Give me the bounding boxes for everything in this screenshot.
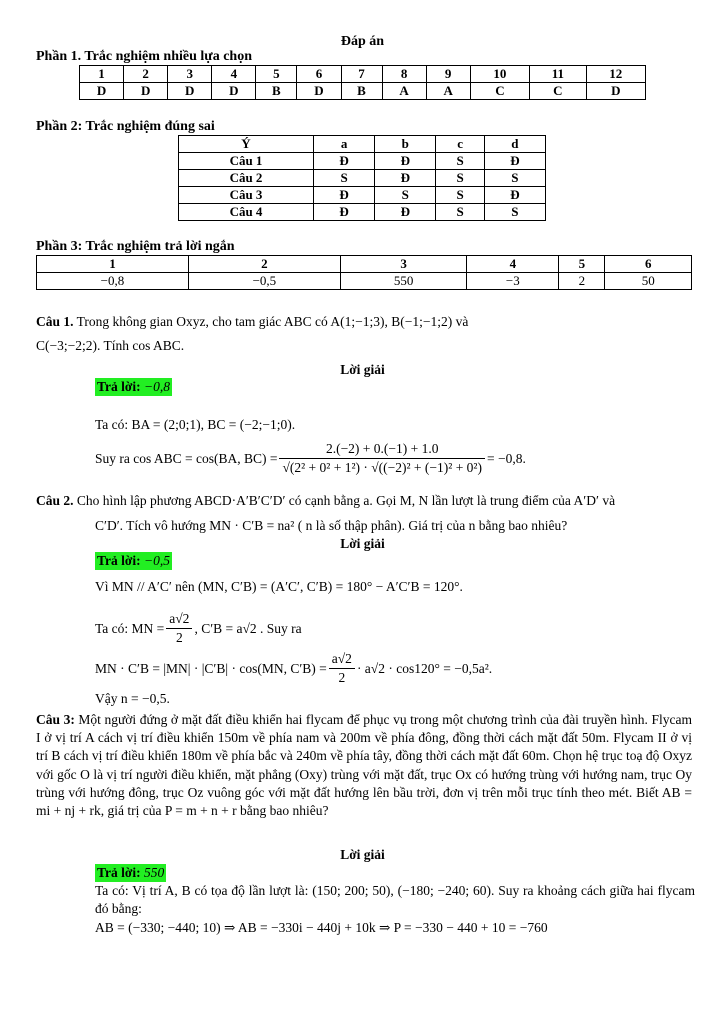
table-cell: A (426, 83, 470, 100)
table-cell: S (436, 204, 484, 221)
answer-highlight (95, 378, 172, 396)
table-cell: −0,5 (188, 273, 340, 290)
part2-heading: Phần 2: Trắc nghiệm đúng sai (36, 119, 215, 134)
part1-answer-row (80, 83, 646, 100)
formula-fraction (279, 440, 485, 477)
table-cell: 7 (341, 66, 382, 83)
table-cell: S (436, 153, 484, 170)
solution-heading: Lời giải (340, 362, 385, 377)
table-cell: S (436, 170, 484, 187)
table-cell: 5 (559, 256, 605, 273)
formula-suffix: · a√2 · cos120° = −0,5a². (356, 660, 493, 676)
table-cell: 2 (188, 256, 340, 273)
question-label: Câu 1. (36, 314, 74, 329)
table-cell: C (470, 83, 529, 100)
part1-table (79, 65, 646, 100)
table-cell: Ý (179, 136, 314, 153)
table-cell: D (212, 83, 256, 100)
question-text: Cho hình lập phương ABCD·A′B′C′D′ có cạnh bằng a. Gọi M, N lần lượt là trung điểm của A′D′ và (76, 493, 616, 508)
table-cell: Câu 3 (179, 187, 314, 204)
table-cell: Câu 2 (179, 170, 314, 187)
part3-heading: Phần 3: Trắc nghiệm trả lời ngắn (36, 239, 235, 254)
fraction-denominator: 2 (175, 630, 183, 646)
table-cell: 1 (37, 256, 189, 273)
answer-value: 550 (143, 865, 165, 880)
table-cell: Đ (375, 204, 436, 221)
fraction-numerator: a√2 (329, 650, 355, 669)
table-cell: a (314, 136, 375, 153)
q1-solution-line2 (95, 440, 526, 477)
question-label: Câu 3: (36, 712, 75, 727)
fraction-denominator: 2 (338, 670, 346, 686)
table-cell: B (256, 83, 297, 100)
table-cell: d (484, 136, 545, 153)
answer-value: −0,8 (143, 379, 170, 394)
q2-statement-cont: C′D′. Tích vô hướng MN · C′B = na² ( n là số thập phân). Giá trị của n bằng bao nhiêu? (95, 518, 568, 533)
table-cell: 12 (586, 66, 645, 83)
part2-table (178, 135, 546, 221)
formula-fraction (166, 610, 192, 647)
part3-number-row (37, 256, 692, 273)
table-cell: 9 (426, 66, 470, 83)
q3-solution-line1: Ta có: Vị trí A, B có tọa độ lần lượt là: (150; 200; 50), (−180; −240; 60). Suy ra khoảng cách giữa hai flycam đó bằng: (95, 883, 695, 917)
table-cell: c (436, 136, 484, 153)
table-cell: 2 (124, 66, 168, 83)
table-cell: S (375, 187, 436, 204)
q3-solution-line2: AB = (−330; −440; 10) ⇒ AB = −330i − 440j + 10k ⇒ P = −330 − 440 + 10 = −760 (95, 920, 548, 935)
table-cell: 4 (212, 66, 256, 83)
table-cell: S (484, 204, 545, 221)
table-cell: S (484, 170, 545, 187)
answer-value: −0,5 (143, 553, 170, 568)
table-cell: 550 (340, 273, 467, 290)
q2-solution-line4: Vậy n = −0,5. (95, 691, 170, 706)
q1-statement (36, 313, 692, 331)
table-row (179, 170, 546, 187)
question-text: Một người đứng ở mặt đất điều khiển hai flycam để phục vụ trong một chương trình của đài truyền hình. Flycam I ở vị trí A cách vị trí điều khiển 150m về phía nam và 200m về phía đông, đồng thời cách mặt đất 50m. Flycam II ở vị trí B cách vị trí điều khiển 180m về phía bắc và 240m về phía tây, đồng thời cách mặt đất 60m. Chọn hệ trục toạ độ Oxyz với gốc O là vị trí người điều khiển, mặt phẳng (Oxy) trùng với mặt đất, trục Ox có hướng trùng với hướng nam, trục Oy trùng với hướng đông, trục Oz vuông góc với mặt đất hướng lên bầu trời, đơn vị trên mỗi trục tính theo mét. Biết AB = mi + nj + rk, giá trị của P = m + n + r bằng bao nhiêu? (36, 712, 692, 819)
table-row (179, 153, 546, 170)
table-cell: C (530, 83, 586, 100)
table-cell: Đ (484, 153, 545, 170)
table-cell: 8 (382, 66, 426, 83)
table-cell: S (314, 170, 375, 187)
table-cell: −0,8 (37, 273, 189, 290)
table-header-row (179, 136, 546, 153)
q2-solution-line1: Vì MN // A′C′ nên (MN, C′B) = (A′C′, C′B) = 180° − A′C′B = 120°. (95, 579, 463, 594)
part1-number-row (80, 66, 646, 83)
table-cell: 5 (256, 66, 297, 83)
table-cell: Đ (375, 170, 436, 187)
answer-highlight (95, 864, 166, 882)
fraction-denominator: √(2² + 0² + 1²) · √((−2)² + (−1)² + 0²) (282, 460, 482, 476)
formula-prefix: Ta có: MN = (95, 620, 165, 636)
fraction-numerator: 2.(−2) + 0.(−1) + 1.0 (279, 440, 485, 459)
formula-prefix: MN · C′B = |MN| · |C′B| · cos(MN, C′B) = (95, 660, 327, 676)
solution-heading: Lời giải (340, 847, 385, 862)
table-cell: 2 (559, 273, 605, 290)
table-cell: b (375, 136, 436, 153)
answer-label: Trả lời: (97, 553, 141, 568)
part3-answer-row (37, 273, 692, 290)
table-cell: 3 (340, 256, 467, 273)
q2-solution-line2 (95, 610, 302, 647)
q1-statement-cont: C(−3;−2;2). Tính cos ABC. (36, 338, 185, 353)
table-cell: Câu 1 (179, 153, 314, 170)
table-cell: A (382, 83, 426, 100)
answer-highlight (95, 552, 172, 570)
table-cell: D (586, 83, 645, 100)
q2-solution-line3 (95, 650, 492, 687)
table-cell: Đ (314, 204, 375, 221)
table-cell: Câu 4 (179, 204, 314, 221)
q2-statement (36, 492, 692, 510)
table-cell: D (168, 83, 212, 100)
table-row (179, 204, 546, 221)
q1-solution-line1: Ta có: BA = (2;0;1), BC = (−2;−1;0). (95, 417, 296, 432)
part3-table (36, 255, 692, 290)
table-row (179, 187, 546, 204)
table-cell: Đ (484, 187, 545, 204)
answer-label: Trả lời: (97, 865, 141, 880)
formula-prefix: Suy ra cos ABC = cos(BA, BC) = (95, 450, 278, 466)
table-cell: D (297, 83, 341, 100)
table-cell: B (341, 83, 382, 100)
table-cell: 3 (168, 66, 212, 83)
table-cell: D (80, 83, 124, 100)
table-cell: Đ (314, 153, 375, 170)
page-title: Đáp án (340, 34, 385, 49)
question-label: Câu 2. (36, 493, 74, 508)
table-cell: 10 (470, 66, 529, 83)
table-cell: D (124, 83, 168, 100)
part1-heading: Phần 1. Trắc nghiệm nhiều lựa chọn (36, 49, 252, 64)
table-cell: Đ (375, 153, 436, 170)
formula-suffix: , C′B = a√2 . Suy ra (194, 620, 302, 636)
table-cell: 6 (605, 256, 692, 273)
fraction-numerator: a√2 (166, 610, 192, 629)
q3-statement (36, 711, 692, 820)
table-cell: 6 (297, 66, 341, 83)
table-cell: S (436, 187, 484, 204)
table-cell: 4 (467, 256, 559, 273)
answer-label: Trả lời: (97, 379, 141, 394)
table-cell: 1 (80, 66, 124, 83)
table-cell: 11 (530, 66, 586, 83)
table-cell: Đ (314, 187, 375, 204)
table-cell: 50 (605, 273, 692, 290)
solution-heading: Lời giải (340, 536, 385, 551)
formula-suffix: = −0,8. (486, 450, 526, 466)
question-text: Trong không gian Oxyz, cho tam giác ABC có A(1;−1;3), B(−1;−1;2) và (76, 314, 469, 329)
table-cell: −3 (467, 273, 559, 290)
formula-fraction (329, 650, 355, 687)
